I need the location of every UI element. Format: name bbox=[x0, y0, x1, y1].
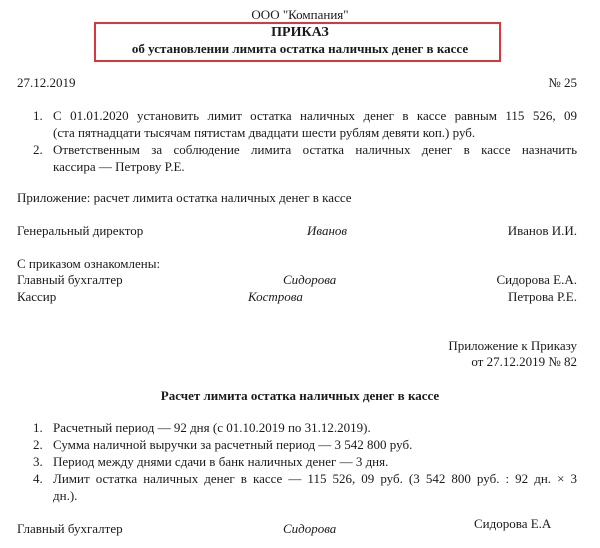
calculation-title: Расчет лимита остатка наличных денег в кассе bbox=[160, 388, 440, 403]
final-signature: Сидорова bbox=[283, 521, 337, 536]
director-signature: Иванов bbox=[307, 223, 348, 238]
order-number: № 25 bbox=[548, 75, 577, 90]
calc-item-number: 4. bbox=[33, 471, 43, 486]
calc-item-line: Расчетный период — 92 дня (с 01.10.2019 по 31.12.2019). bbox=[53, 420, 371, 435]
appendix-ref-line: от 27.12.2019 № 82 bbox=[471, 354, 577, 369]
ack-name: Петрова Р.Е. bbox=[507, 289, 577, 304]
order-item bbox=[33, 142, 581, 176]
order-item-line: С 01.01.2020 установить лимит остатка наличных денег в кассе равным 115 526, 09 bbox=[53, 108, 577, 123]
calc-item-line: Лимит остатка наличных денег в кассе — 115 526, 09 руб. (3 542 800 руб. : 92 дн. × 3 bbox=[53, 471, 577, 486]
order-item-line: Ответственным за соблюдение лимита остатка наличных денег в кассе назначить bbox=[53, 142, 577, 157]
order-item bbox=[33, 108, 581, 142]
calc-item bbox=[33, 471, 581, 505]
document-subtitle: об установлении лимита остатка наличных денег в кассе bbox=[131, 41, 469, 56]
company-name: ООО "Компания" bbox=[251, 7, 349, 22]
calc-item-number: 1. bbox=[33, 420, 43, 435]
calc-item-line: Сумма наличной выручки за расчетный период — 3 542 800 руб. bbox=[53, 437, 413, 452]
attachment-line: Приложение: расчет лимита остатка наличных денег в кассе bbox=[17, 190, 352, 205]
order-item-number: 2. bbox=[33, 142, 43, 157]
ack-name: Сидорова Е.А. bbox=[496, 272, 577, 287]
appendix-ref-line: Приложение к Приказу bbox=[448, 338, 577, 353]
calc-item bbox=[33, 420, 581, 437]
order-item-number: 1. bbox=[33, 108, 43, 123]
ack-role: Главный бухгалтер bbox=[17, 272, 123, 287]
order-item-line: кассира — Петрову Р.Е. bbox=[53, 159, 185, 174]
calc-item bbox=[33, 437, 581, 454]
calc-item-line: Период между днями сдачи в банк наличных денег — 3 дня. bbox=[53, 454, 389, 469]
final-signature-role: Главный бухгалтер bbox=[17, 521, 123, 536]
calc-item-number: 2. bbox=[33, 437, 43, 452]
ack-signature: Сидорова bbox=[283, 272, 337, 287]
order-date: 27.12.2019 bbox=[17, 75, 76, 90]
director-role: Генеральный директор bbox=[17, 223, 144, 238]
calc-item bbox=[33, 454, 581, 471]
ack-role: Кассир bbox=[17, 289, 57, 304]
calc-item-number: 3. bbox=[33, 454, 43, 469]
final-signature-name: Сидорова Е.А bbox=[474, 516, 552, 531]
director-name: Иванов И.И. bbox=[507, 223, 577, 238]
order-item-line: (ста пятнадцати тысячам пятистам двадцати шести рублям девяти коп.) руб. bbox=[53, 125, 476, 140]
acknowledged-heading: С приказом ознакомлены: bbox=[17, 256, 161, 271]
ack-signature: Кострова bbox=[248, 289, 303, 304]
calc-item-line: дн.). bbox=[53, 488, 78, 503]
document-title: ПРИКАЗ bbox=[271, 25, 329, 40]
